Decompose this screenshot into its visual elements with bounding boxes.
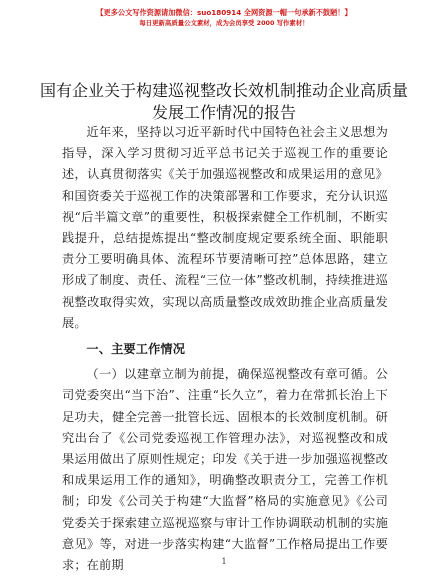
- section-heading: 一、主要工作情况: [86, 342, 186, 357]
- intro-paragraph: 近年来，坚持以习近平新时代中国特色社会主义思想为指导，深入学习贯彻习近平总书记关于巡视工作的重要论述，认真贯彻落实《关于加强巡视整改和成果运用的意见》和国资委关于巡视工作的决策部署和工作要求，充分认识巡视“后半篇文章”的重要性，积极探索健全工作机制，不断实践提升，总结提炼提出“整改制度规定要系统全面、职能职责分工要明确具体、流程环节要清晰可控”总体思路，建立形成了制度、责任、流程“三位一体”整改机制，持续推进巡视整改取得实效，实现以高质量整改成效助推企业高质量发展。: [62, 125, 388, 330]
- promo-banner-line-1: 【更多公文写作资源请加微信：suo180914 全网资源一帽一句承新不鼓陋！】: [96, 8, 352, 17]
- page-number: 1: [221, 557, 227, 566]
- promo-banner: [0, 8, 448, 28]
- promo-banner-line-2: 每日更新高质量公文素材，成为会员享受 2000 写作素材！: [139, 19, 309, 27]
- document-title: 国有企业关于构建巡视整改长效机制推动企业高质量发展工作情况的报告: [40, 81, 409, 122]
- section-paragraph: （一）以建章立制为前提，确保巡视整改有章可循。公司党委突出“当下治”、注重“长久立”，着力在常抓长治上下足功夫，健全完善一批管长远、固根本的长效制度机制。研究出台了《公司党委巡视工作管理办法》，对巡视整改和成果运用做出了原则性规定；印发《关于进一步加强巡视整改和成果运用工作的通知》，明确整改职责分工，完善工作机制；印发《公司关于构建“大监督”格局的实施意见》《公司党委关于探索建立巡视巡察与审计工作协调联动机制的实施意见》等，对进一步落实构建“大监督”工作格局提出工作要求；在前期: [62, 367, 388, 573]
- document-body: [62, 122, 388, 576]
